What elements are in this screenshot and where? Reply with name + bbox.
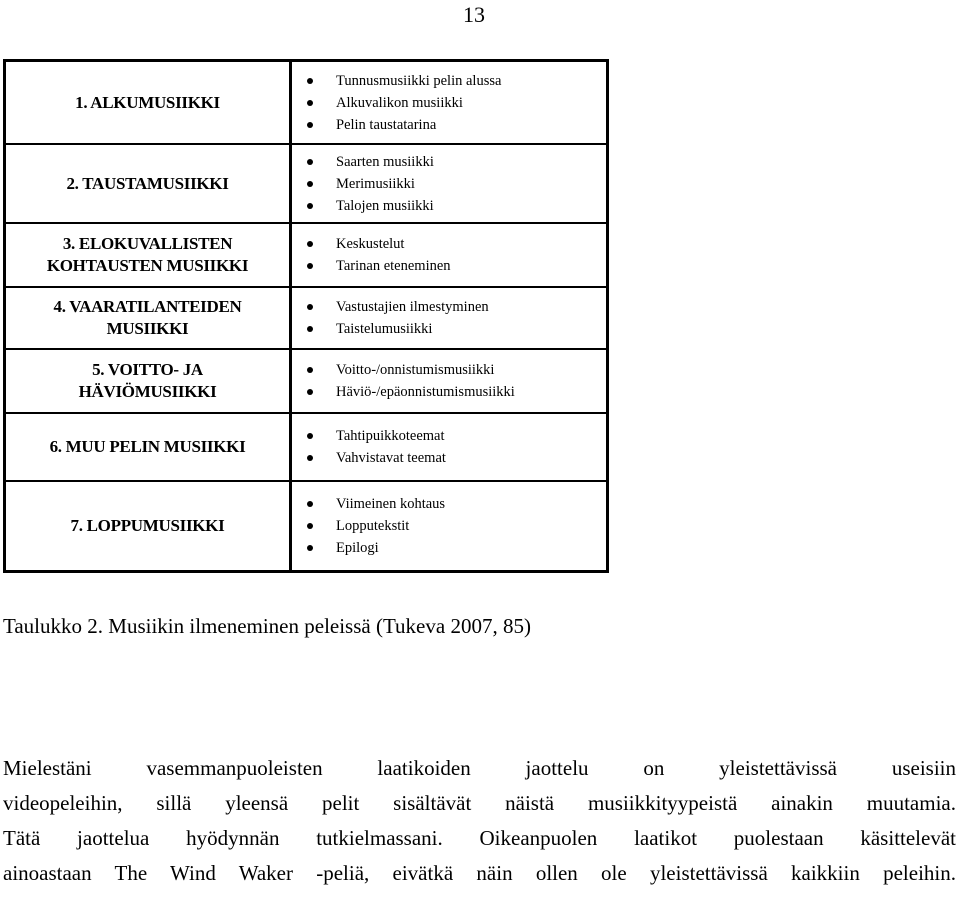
list-item: Vastustajien ilmestyminen (336, 296, 606, 318)
category-label: HÄVIÖMUSIIKKI (78, 382, 217, 401)
music-category-table (3, 59, 609, 573)
items-cell (292, 414, 606, 482)
category-label: 3. ELOKUVALLISTEN (62, 234, 233, 253)
items-cell (292, 224, 606, 288)
category-label: MUSIIKKI (106, 319, 189, 338)
category-label: 6. MUU PELIN MUSIIKKI (49, 437, 246, 456)
list-item: Tahtipuikkoteemat (336, 425, 606, 447)
list-item: Merimusiikki (336, 173, 606, 195)
category-column (6, 62, 292, 570)
body-paragraph (3, 755, 956, 895)
items-cell (292, 482, 606, 570)
items-column (292, 62, 606, 570)
list-item: Keskustelut (336, 233, 606, 255)
list-item: Alkuvalikon musiikki (336, 92, 606, 114)
list-item: Voitto-/onnistumismusiikki (336, 359, 606, 381)
category-cell (6, 288, 289, 350)
list-item: Viimeinen kohtaus (336, 493, 606, 515)
page-number: 13 (463, 2, 485, 27)
items-cell (292, 350, 606, 414)
paragraph-line: Tätä jaottelua hyödynnän tutkielmassani. Oikeanpuolen laatikot puolestaan käsittelevät (3, 826, 956, 850)
list-item: Epilogi (336, 537, 606, 559)
list-item: Häviö-/epäonnistumismusiikki (336, 381, 606, 403)
category-cell (6, 62, 289, 145)
items-cell (292, 288, 606, 350)
category-cell (6, 482, 289, 570)
list-item: Vahvistavat teemat (336, 447, 606, 469)
list-item: Lopputekstit (336, 515, 606, 537)
category-cell (6, 350, 289, 414)
paragraph-line: videopeleihin, sillä yleensä pelit sisältävät näistä musiikkityypeistä ainakin muutamia. (3, 791, 956, 815)
category-label: 2. TAUSTAMUSIIKKI (66, 173, 229, 193)
category-label: 1. ALKUMUSIIKKI (75, 92, 220, 112)
category-label: 5. VOITTO- JA (92, 360, 203, 379)
list-item: Taistelumusiikki (336, 318, 606, 340)
category-cell (6, 224, 289, 288)
category-cell (6, 145, 289, 224)
list-item: Tarinan eteneminen (336, 255, 606, 277)
category-cell (6, 414, 289, 482)
list-item: Pelin taustatarina (336, 114, 606, 136)
paragraph-line: ainoastaan The Wind Waker -peliä, eivätkä näin ollen ole yleistettävissä kaikkiin peleihin. (3, 861, 956, 885)
table-caption: Taulukko 2. Musiikin ilmeneminen peleissä (Tukeva 2007, 85) (3, 614, 531, 638)
list-item: Saarten musiikki (336, 151, 606, 173)
paragraph-line: Mielestäni vasemmanpuoleisten laatikoiden jaottelu on yleistettävissä useisiin (3, 756, 956, 780)
category-label: KOHTAUSTEN MUSIIKKI (46, 256, 249, 275)
items-cell (292, 62, 606, 145)
list-item: Talojen musiikki (336, 195, 606, 217)
list-item: Tunnusmusiikki pelin alussa (336, 70, 606, 92)
category-label: 7. LOPPUMUSIIKKI (70, 516, 225, 535)
items-cell (292, 145, 606, 224)
category-label: 4. VAARATILANTEIDEN (53, 297, 242, 316)
